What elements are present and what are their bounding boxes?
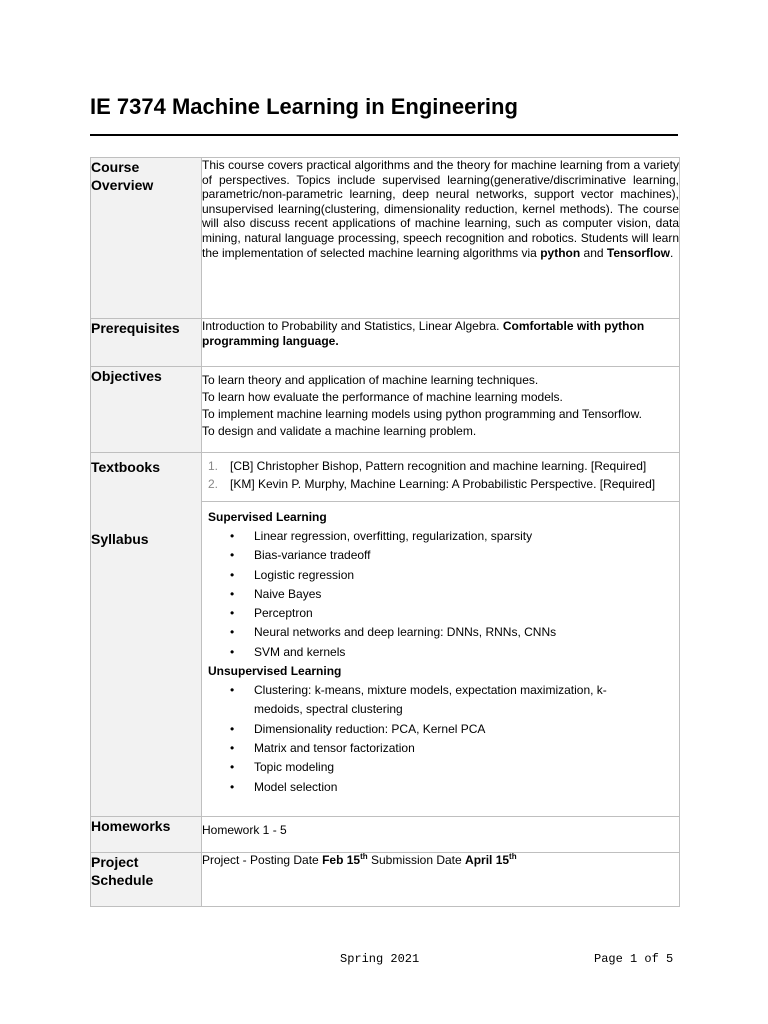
posting-date [322,853,368,867]
topic-item: • Dimensionality reduction: PCA, Kernel PCA [202,720,639,739]
label-syllabus: Syllabus [91,531,149,547]
row-prerequisites [91,319,680,367]
textbooks-syllabus-content [202,453,680,817]
prerequisites-text [202,319,680,367]
footer-term: Spring 2021 [340,952,420,966]
overview-text-and: and [580,245,607,260]
label-project-schedule [91,853,202,907]
topic-item: • Neural networks and deep learning: DNNs, RNNs, CNNs [202,623,639,642]
homeworks-text: Homework 1 - 5 [202,817,680,853]
label-course-overview-line1: Course [91,159,140,175]
textbooks-list [208,458,671,493]
label-course-overview-line2: Overview [91,177,154,193]
overview-bold-python: python [540,245,581,260]
course-overview-text [202,158,680,319]
prerequisites-plain: Introduction to Probability and Statistics, Linear Algebra. [202,319,503,333]
label-project-line2: Schedule [91,872,154,888]
topic-item: • Bias-variance tradeoff [202,546,639,565]
topic-item: • Topic modeling [202,758,639,777]
textbook-text: [CB] Christopher Bishop, Pattern recognition and machine learning. [Required] [230,459,647,473]
topic-item: • SVM and kernels [202,643,639,662]
objectives-list [202,367,680,453]
posting-date-value: Feb 15 [322,853,361,867]
topic-item: • Model selection [202,778,639,797]
objective-item: To learn theory and application of machine learning techniques. [202,373,539,387]
unsupervised-topics [202,681,639,797]
textbook-item [208,476,671,494]
textbooks-section [202,458,679,502]
row-objectives [91,367,680,453]
label-objectives: Objectives [91,367,202,453]
label-project-line1: Project [91,854,139,870]
supervised-heading: Supervised Learning [208,510,327,524]
textbook-text: [KM] Kevin P. Murphy, Machine Learning: A Probabilistic Perspective. [Required] [230,476,656,491]
unsupervised-heading: Unsupervised Learning [208,664,342,679]
posting-date-suffix: th [360,852,368,861]
topic-item: • Matrix and tensor factorization [202,739,639,758]
title-divider [90,134,678,136]
overview-text-end: . [670,245,674,260]
overview-text-part1: This course covers practical algorithms and the theory for machine learning from a variety of perspectives. Topics include supervised learning(generative/discriminative learning, parametric/non-parametric learning, deep neural networks, support vector machines), unsupervised learning(clustering, dimensionality reduction, kernel methods). The course will also discuss recent applications of machine learning, such as computer vision, data mining, natural language processing, speech recognition and robotics. Students will learn the implementation of selected machine learning algorithms via [202,158,679,260]
overview-bold-tensorflow: Tensorflow [606,245,671,260]
label-homeworks: Homeworks [91,817,202,853]
submission-date [465,853,517,867]
textbook-item [208,458,671,476]
label-prerequisites: Prerequisites [91,319,202,367]
label-course-overview [91,158,202,319]
course-info-table [90,157,680,907]
page-title: IE 7374 Machine Learning in Engineering [90,94,518,119]
row-textbooks-syllabus [91,453,680,817]
topic-item: • Perceptron [202,604,639,623]
label-textbooks-syllabus [91,453,202,817]
project-text-1: Project - Posting Date [202,853,323,867]
submission-date-value: April 15 [465,853,510,867]
objective-item: To implement machine learning models using python programming and Tensorflow. [202,407,643,421]
row-homeworks [91,817,680,853]
textbook-number: 1. [208,459,219,473]
submission-date-suffix: th [509,852,517,861]
topic-item: • Linear regression, overfitting, regularization, sparsity [202,527,639,546]
topic-item: • Clustering: k-means, mixture models, expectation maximization, k-medoids, spectral clustering [202,681,639,720]
objective-item: To design and validate a machine learning problem. [202,424,477,438]
topic-item: • Naive Bayes [202,585,639,604]
textbook-number: 2. [208,476,219,491]
footer-page-number: Page 1 of 5 [594,952,674,966]
objective-item: To learn how evaluate the performance of machine learning models. [202,390,563,404]
label-textbooks: Textbooks [91,459,160,475]
prerequisites-bold: Comfortable with python programming language. [202,319,645,348]
project-schedule-text [202,853,680,907]
syllabus-section [202,502,679,797]
project-text-2: Submission Date [367,853,466,867]
topic-item: • Logistic regression [202,566,639,585]
row-course-overview [91,158,680,319]
supervised-topics [202,527,639,662]
row-project-schedule [91,853,680,907]
